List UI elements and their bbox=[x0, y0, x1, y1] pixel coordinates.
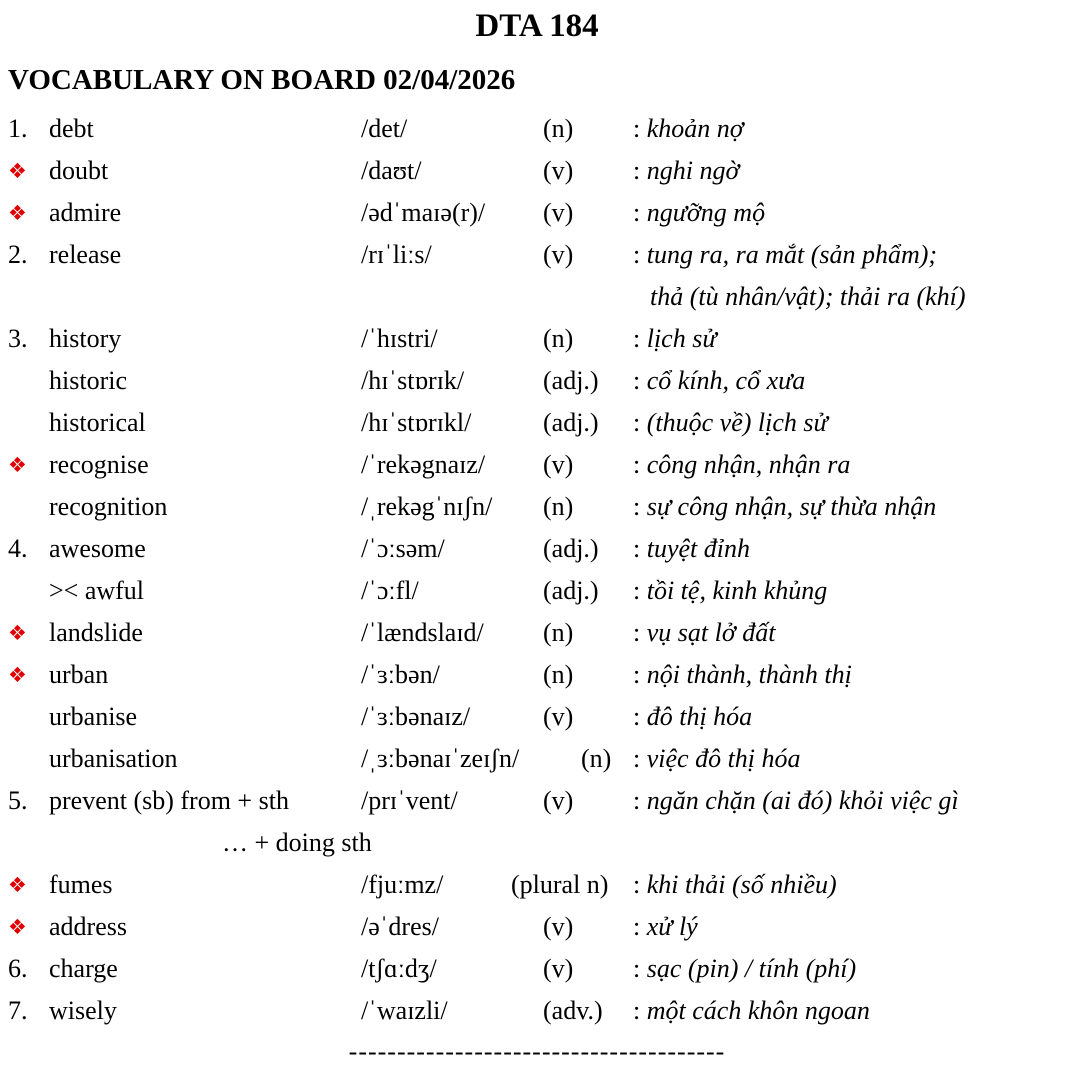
vocab-word: debt bbox=[49, 114, 94, 143]
vocab-ipa: /ˌrekəgˈnɪʃn/ bbox=[361, 492, 493, 521]
vocab-meaning-line bbox=[633, 324, 717, 353]
meaning-colon: : bbox=[633, 744, 647, 773]
vocab-meaning-line bbox=[633, 576, 827, 605]
vocab-meaning-line bbox=[633, 870, 837, 899]
vocab-ipa: /əˈdres/ bbox=[361, 912, 439, 941]
vocab-row bbox=[0, 696, 1074, 738]
vocab-meaning-line bbox=[633, 198, 765, 227]
vocab-row bbox=[0, 612, 1074, 654]
vocab-meaning: công nhận, nhận ra bbox=[646, 450, 851, 479]
meaning-colon: : bbox=[633, 114, 647, 143]
vocab-meaning-cell bbox=[633, 948, 1074, 990]
vocab-meaning-line bbox=[633, 366, 805, 395]
meaning-colon: : bbox=[633, 240, 647, 269]
vocab-row bbox=[0, 864, 1074, 906]
vocab-ipa: /ˈɔːsəm/ bbox=[361, 534, 445, 563]
vocab-word: prevent (sb) from + sth bbox=[49, 786, 289, 815]
vocab-meaning-line bbox=[633, 744, 801, 773]
bullet-diamond-icon: ❖ bbox=[8, 621, 27, 645]
vocab-meaning-line bbox=[633, 156, 739, 185]
vocab-meaning-cell bbox=[633, 990, 1074, 1032]
row-number: 6. bbox=[8, 954, 28, 983]
vocab-word: historical bbox=[49, 408, 146, 437]
vocab-part-of-speech: (v) bbox=[543, 954, 574, 983]
vocab-meaning: sạc (pin) / tính (phí) bbox=[646, 954, 857, 983]
meaning-colon: : bbox=[633, 954, 647, 983]
vocab-meaning-cell bbox=[633, 360, 1074, 402]
vocab-part-of-speech: (adj.) bbox=[543, 408, 599, 437]
vocab-part-of-speech: (n) bbox=[543, 492, 574, 521]
vocab-row bbox=[0, 906, 1074, 948]
vocab-ipa: /ˈɔːfl/ bbox=[361, 576, 419, 605]
vocab-part-of-speech: (adj.) bbox=[543, 366, 599, 395]
meaning-colon: : bbox=[633, 492, 647, 521]
bullet-diamond-icon: ❖ bbox=[8, 663, 27, 687]
bullet-diamond-icon: ❖ bbox=[8, 201, 27, 225]
vocab-word: doubt bbox=[49, 156, 109, 185]
bullet-diamond-icon: ❖ bbox=[8, 873, 27, 897]
vocab-meaning-line bbox=[633, 450, 850, 479]
row-word-cell bbox=[49, 654, 361, 696]
vocab-word: fumes bbox=[49, 870, 113, 899]
vocab-meaning-cell bbox=[633, 570, 1074, 612]
meaning-colon: : bbox=[633, 366, 647, 395]
vocab-word: charge bbox=[49, 954, 118, 983]
vocab-row bbox=[0, 948, 1074, 990]
vocab-ipa: /det/ bbox=[361, 114, 408, 143]
vocab-meaning-cell bbox=[633, 192, 1074, 234]
vocab-row bbox=[0, 738, 1074, 780]
vocab-meaning: sự công nhận, sự thừa nhận bbox=[646, 492, 937, 521]
vocab-part-of-speech: (v) bbox=[543, 240, 574, 269]
meaning-colon: : bbox=[633, 870, 647, 899]
vocab-list bbox=[0, 108, 1074, 1032]
row-word-cell bbox=[49, 612, 361, 654]
vocab-part-of-speech: (adj.) bbox=[543, 576, 599, 605]
vocab-part-of-speech: (v) bbox=[543, 156, 574, 185]
vocab-part-of-speech: (v) bbox=[543, 786, 574, 815]
vocab-ipa: /ˈhɪstri/ bbox=[361, 324, 438, 353]
vocab-meaning: vụ sạt lở đất bbox=[646, 618, 776, 647]
vocab-meaning-cell bbox=[633, 654, 1074, 696]
vocab-ipa: /daʊt/ bbox=[361, 156, 422, 185]
row-number: 1. bbox=[8, 114, 28, 143]
vocab-ipa: /prɪˈvent/ bbox=[361, 786, 458, 815]
row-word-cell bbox=[49, 696, 361, 738]
vocab-part-of-speech: (plural n) bbox=[511, 870, 609, 899]
vocab-meaning-cell bbox=[633, 486, 1074, 528]
vocab-meaning: tồi tệ, kinh khủng bbox=[646, 576, 828, 605]
vocab-meaning-line bbox=[633, 408, 828, 437]
vocab-meaning-cell bbox=[633, 108, 1074, 150]
vocab-meaning-cell bbox=[633, 150, 1074, 192]
meaning-colon: : bbox=[633, 702, 647, 731]
vocab-meaning-cell bbox=[633, 444, 1074, 486]
vocab-meaning-cell bbox=[633, 906, 1074, 948]
vocab-meaning-cell bbox=[633, 612, 1074, 654]
vocab-ipa: /fjuːmz/ bbox=[361, 870, 444, 899]
vocab-word: admire bbox=[49, 198, 122, 227]
meaning-colon: : bbox=[633, 618, 647, 647]
vocab-row bbox=[0, 654, 1074, 696]
vocab-meaning-cell bbox=[633, 738, 1074, 780]
vocab-ipa: /hɪˈstɒrɪk/ bbox=[361, 366, 465, 395]
vocab-meaning: cổ kính, cổ xưa bbox=[646, 366, 806, 395]
vocab-meaning-line bbox=[633, 912, 698, 941]
document-subtitle: VOCABULARY ON BOARD 02/04/2026 bbox=[8, 64, 516, 96]
vocab-word: address bbox=[49, 912, 127, 941]
vocab-meaning: việc đô thị hóa bbox=[646, 744, 801, 773]
row-word-cell bbox=[49, 990, 361, 1032]
vocab-meaning-line bbox=[633, 786, 959, 815]
row-word-cell bbox=[49, 906, 361, 948]
vocab-meaning-line bbox=[633, 240, 937, 269]
vocab-word: history bbox=[49, 324, 122, 353]
vocab-part-of-speech: (adj.) bbox=[543, 534, 599, 563]
vocab-meaning-cell bbox=[633, 864, 1074, 906]
vocab-meaning-cell bbox=[633, 318, 1074, 360]
vocab-meaning: khoản nợ bbox=[646, 114, 744, 143]
vocab-part-of-speech: (v) bbox=[543, 702, 574, 731]
end-separator-line: --------------------------------------- bbox=[348, 1037, 726, 1066]
vocab-meaning-line bbox=[633, 996, 870, 1025]
meaning-colon: : bbox=[633, 156, 647, 185]
vocab-word: release bbox=[49, 240, 122, 269]
vocab-part-of-speech: (v) bbox=[543, 198, 574, 227]
vocab-meaning: xử lý bbox=[646, 912, 698, 941]
bullet-diamond-icon: ❖ bbox=[8, 159, 27, 183]
vocab-part-of-speech: (n) bbox=[543, 660, 574, 689]
vocab-word: wisely bbox=[49, 996, 117, 1025]
row-word-cell bbox=[49, 150, 361, 192]
vocab-ipa: /ˈlændslaɪd/ bbox=[361, 618, 484, 647]
vocab-meaning-line bbox=[633, 618, 775, 647]
vocab-row bbox=[0, 192, 1074, 234]
row-number: 3. bbox=[8, 324, 28, 353]
meaning-colon: : bbox=[633, 996, 647, 1025]
vocab-row bbox=[0, 444, 1074, 486]
vocab-word: urbanise bbox=[49, 702, 138, 731]
row-word-cell bbox=[49, 528, 361, 570]
meaning-colon: : bbox=[633, 534, 647, 563]
vocab-row bbox=[0, 486, 1074, 528]
vocab-part-of-speech: (n) bbox=[543, 324, 574, 353]
vocab-meaning: tuyệt đỉnh bbox=[646, 534, 750, 563]
row-word-cell bbox=[49, 780, 372, 864]
vocab-part-of-speech: (adv.) bbox=[543, 996, 603, 1025]
vocab-ipa: /ˈɜːbən/ bbox=[361, 660, 440, 689]
row-word-cell bbox=[49, 318, 361, 360]
vocab-word: landslide bbox=[49, 618, 143, 647]
vocab-meaning-line bbox=[633, 492, 936, 521]
row-word-cell bbox=[49, 486, 361, 528]
vocab-row bbox=[0, 150, 1074, 192]
row-number: 2. bbox=[8, 240, 28, 269]
document-page bbox=[0, 6, 1074, 1070]
row-word-cell bbox=[49, 402, 361, 444]
vocab-meaning: (thuộc về) lịch sử bbox=[646, 408, 828, 437]
vocab-ipa: /ədˈmaɪə(r)/ bbox=[361, 198, 486, 227]
vocab-part-of-speech: (v) bbox=[543, 450, 574, 479]
vocab-word: urban bbox=[49, 660, 109, 689]
vocab-row bbox=[0, 318, 1074, 360]
meaning-colon: : bbox=[633, 576, 647, 605]
row-number: 5. bbox=[8, 786, 28, 815]
vocab-part-of-speech: (n) bbox=[581, 744, 612, 773]
vocab-word: recognise bbox=[49, 450, 149, 479]
vocab-part-of-speech: (n) bbox=[543, 114, 574, 143]
row-word-cell bbox=[49, 360, 361, 402]
vocab-meaning-cell bbox=[633, 402, 1074, 444]
vocab-meaning-line-2: thả (tù nhân/vật); thải ra (khí) bbox=[650, 282, 966, 311]
row-number: 7. bbox=[8, 996, 28, 1025]
bullet-diamond-icon: ❖ bbox=[8, 453, 27, 477]
row-word-cell bbox=[49, 234, 361, 276]
vocab-ipa: /ˈwaɪzli/ bbox=[361, 996, 448, 1025]
vocab-row bbox=[0, 780, 1074, 864]
vocab-meaning: nội thành, thành thị bbox=[646, 660, 852, 689]
vocab-ipa: /rɪˈliːs/ bbox=[361, 240, 432, 269]
row-word-cell bbox=[49, 948, 361, 990]
meaning-colon: : bbox=[633, 450, 647, 479]
row-word-cell bbox=[49, 570, 361, 612]
vocab-word: >< awful bbox=[49, 576, 145, 605]
vocab-row bbox=[0, 528, 1074, 570]
vocab-word: historic bbox=[49, 366, 127, 395]
vocab-meaning: lịch sử bbox=[646, 324, 717, 353]
vocab-row bbox=[0, 570, 1074, 612]
vocab-meaning: khi thải (số nhiều) bbox=[646, 870, 837, 899]
vocab-row bbox=[0, 108, 1074, 150]
meaning-colon: : bbox=[633, 324, 647, 353]
vocab-meaning-line bbox=[633, 534, 750, 563]
bullet-diamond-icon: ❖ bbox=[8, 915, 27, 939]
row-word-cell bbox=[49, 738, 361, 780]
document-title: DTA 184 bbox=[475, 8, 599, 44]
vocab-ipa: /ˌɜːbənaɪˈzeɪʃn/ bbox=[361, 744, 520, 773]
vocab-part-of-speech: (v) bbox=[543, 912, 574, 941]
vocab-meaning: đô thị hóa bbox=[646, 702, 753, 731]
vocab-word-continuation: … + doing sth bbox=[222, 828, 372, 857]
vocab-row bbox=[0, 990, 1074, 1032]
vocab-row bbox=[0, 402, 1074, 444]
vocab-ipa: /tʃɑːdʒ/ bbox=[361, 954, 437, 983]
vocab-meaning: ngăn chặn (ai đó) khỏi việc gì bbox=[646, 786, 959, 815]
vocab-word: recognition bbox=[49, 492, 168, 521]
vocab-meaning-cell bbox=[633, 234, 1074, 318]
row-number: 4. bbox=[8, 534, 28, 563]
meaning-colon: : bbox=[633, 912, 647, 941]
vocab-meaning-cell bbox=[633, 696, 1074, 738]
vocab-part-of-speech: (n) bbox=[543, 618, 574, 647]
vocab-ipa: /ˈrekəgnaɪz/ bbox=[361, 450, 486, 479]
vocab-meaning-line bbox=[633, 954, 856, 983]
vocab-ipa: /hɪˈstɒrɪkl/ bbox=[361, 408, 472, 437]
vocab-meaning-line bbox=[633, 702, 752, 731]
meaning-colon: : bbox=[633, 660, 647, 689]
row-word-cell bbox=[49, 192, 361, 234]
vocab-meaning: nghi ngờ bbox=[646, 156, 740, 185]
vocab-word: urbanisation bbox=[49, 744, 178, 773]
row-word-cell bbox=[49, 864, 361, 906]
row-word-cell bbox=[49, 108, 361, 150]
vocab-meaning-cell bbox=[633, 528, 1074, 570]
vocab-word: awesome bbox=[49, 534, 146, 563]
row-word-cell bbox=[49, 444, 361, 486]
meaning-colon: : bbox=[633, 786, 647, 815]
vocab-meaning-cell bbox=[633, 780, 1074, 822]
vocab-ipa: /ˈɜːbənaɪz/ bbox=[361, 702, 471, 731]
meaning-colon: : bbox=[633, 198, 647, 227]
meaning-colon: : bbox=[633, 408, 647, 437]
vocab-row bbox=[0, 234, 1074, 318]
vocab-meaning-line bbox=[633, 114, 744, 143]
vocab-meaning: ngưỡng mộ bbox=[646, 198, 766, 227]
vocab-row bbox=[0, 360, 1074, 402]
vocab-meaning-line bbox=[633, 660, 852, 689]
vocab-meaning: tung ra, ra mắt (sản phẩm); bbox=[646, 240, 938, 269]
vocab-meaning: một cách khôn ngoan bbox=[646, 996, 870, 1025]
